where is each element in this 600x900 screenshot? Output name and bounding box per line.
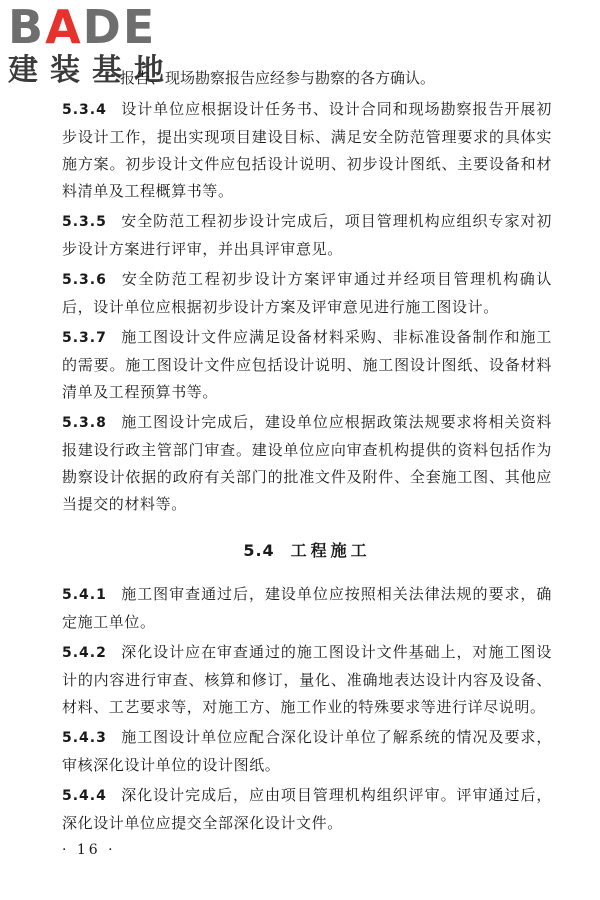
clause: [62, 324, 552, 406]
clause-text: 施工图设计完成后，建设单位应根据政策法规要求将相关资料报建设行政主管部门审查。建设单位应向审查机构提供的资料包括作为勘察设计依据的政府有关部门的批准文件及附件、全套施工图、其他应当提交的材料等。: [62, 413, 552, 513]
clause-number: 5.3.4: [62, 102, 107, 118]
clause-number: 5.3.6: [62, 272, 107, 288]
clause-text: 深化设计应在审查通过的施工图设计文件基础上，对施工图设计的内容进行审查、核算和修订，量化、准确地表达设计内容及设备、材料、工艺要求等，对施工方、施工作业的特殊要求等进行详尽说明。: [62, 643, 552, 716]
clause-number: 5.4.3: [62, 730, 107, 746]
clause: [62, 724, 552, 779]
clause: [62, 96, 552, 205]
clause-text: 施工图设计文件应满足设备材料采购、非标准设备制作和施工的需要。施工图设计文件应包括设计说明、施工图设计图纸、设备材料清单及工程预算书等。: [62, 328, 552, 401]
clause-number: 5.3.8: [62, 415, 107, 431]
clause: [62, 266, 552, 321]
clause: [62, 639, 552, 721]
clause: [62, 782, 552, 837]
clause-text: 深化设计完成后，应由项目管理机构组织评审。评审通过后，深化设计单位应提交全部深化设计文件。: [62, 786, 552, 832]
clause-text: 安全防范工程初步设计方案评审通过并经项目管理机构确认后，设计单位应根据初步设计方案及评审意见进行施工图设计。: [62, 270, 552, 316]
page-body: [62, 64, 552, 840]
clause-text: 施工图审查通过后，建设单位应按照相关法律法规的要求，确定施工单位。: [62, 585, 552, 631]
section-heading: [62, 538, 552, 561]
clause-text: 安全防范工程初步设计完成后，项目管理机构应组织专家对初步设计方案进行评审，并出具评审意见。: [62, 212, 552, 258]
page-number: · 16 ·: [62, 842, 116, 858]
clause-number: 5.3.5: [62, 214, 107, 230]
clause-number: 5.4.4: [62, 788, 107, 804]
clause: [62, 581, 552, 636]
clause-number: 5.4.2: [62, 645, 107, 661]
logo-wordmark: BADE: [8, 0, 157, 54]
logo-subtitle: 建装基地: [8, 53, 176, 88]
clause: [62, 409, 552, 518]
clause: [62, 208, 552, 263]
clause-text: 施工图设计单位应配合深化设计单位了解系统的情况及要求，审核深化设计单位的设计图纸。: [62, 728, 552, 774]
clause-number: 5.3.7: [62, 330, 107, 346]
continued-text: 报告、现场勘察报告应经参与勘察的各方确认。: [120, 69, 436, 87]
section-number: 5.4: [243, 541, 275, 560]
section-title: 工程施工: [290, 541, 371, 560]
clause-text: 设计单位应根据设计任务书、设计合同和现场勘察报告开展初步设计工作，提出实现项目建设目标、满足安全防范管理要求的具体实施方案。初步设计文件应包括设计说明、初步设计图纸、主要设备和材料清单及工程概算书等。: [62, 100, 552, 200]
clause-number: 5.4.1: [62, 587, 107, 603]
